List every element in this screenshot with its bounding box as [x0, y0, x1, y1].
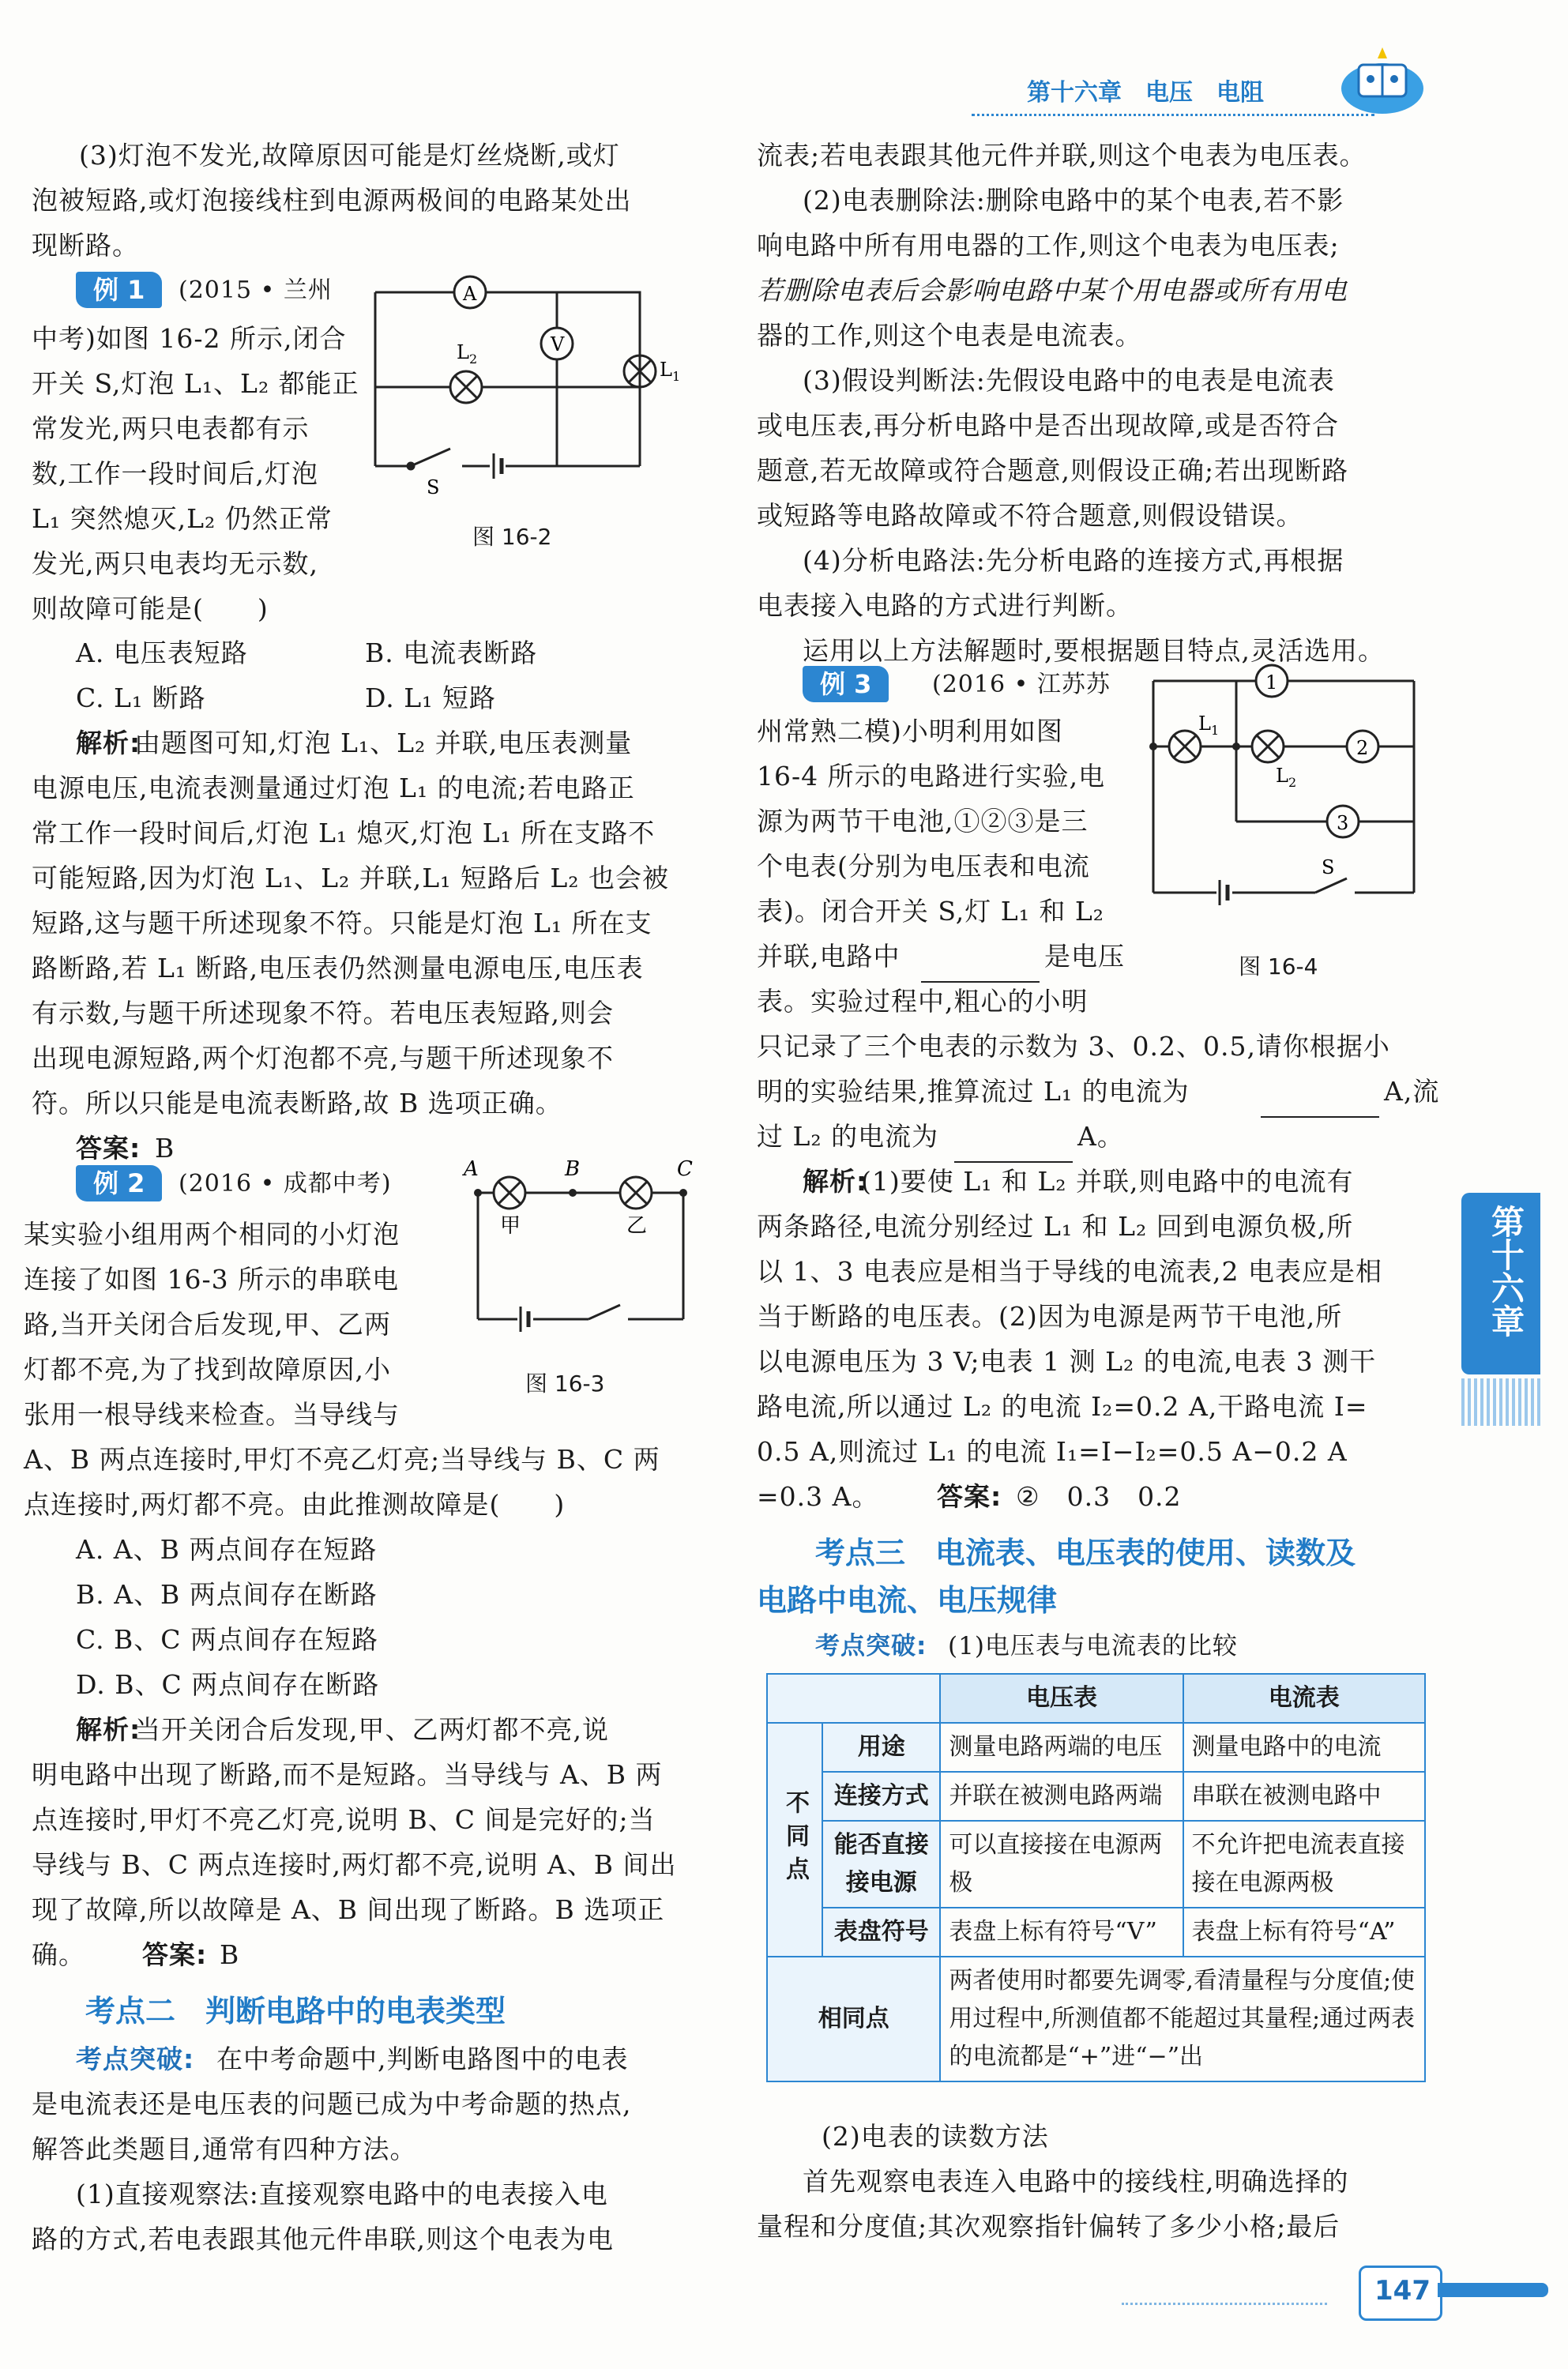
table-row [767, 1957, 1425, 2081]
ex2-analysis-line: 导线与 B、C 两点连接时,两灯都不亮,说明 A、B 间出 [32, 1849, 677, 1880]
book-mascot-icon [1335, 41, 1430, 120]
svg-text:1: 1 [1265, 671, 1278, 694]
section-3-title-line-1: 考点三 电流表、电压表的使用、读数及 [815, 1536, 1356, 1570]
ex2-analysis-line: 确。 [32, 1939, 85, 1970]
ex3-analysis-line: (1)要使 L₁ 和 L₂ 并联,则电路中的电流有 [861, 1166, 1354, 1197]
ex2-option: B. A、B 两点间存在断路 [76, 1579, 378, 1610]
table-cell: 不允许把电流表直接接在电源两极 [1183, 1821, 1426, 1908]
ex1-option-c: C. L₁ 断路 [76, 682, 206, 713]
ex2-analysis-label: 解析: [76, 1714, 141, 1745]
ex1-analysis-label: 解析: [76, 728, 141, 758]
table-group-diff: 不同点 [767, 1723, 822, 1957]
ex1-analysis-line: 符。所以只能是电流表断路,故 B 选项正确。 [32, 1088, 562, 1119]
example-3-badge: 例 3 [803, 666, 889, 702]
ex1-analysis-line: 短路,这与题干所述现象不符。只能是灯泡 L₁ 所在支 [32, 908, 652, 938]
table-row-label: 表盘符号 [822, 1908, 940, 1957]
ex3-analysis-label: 解析: [803, 1166, 868, 1197]
section-2-line: (1)直接观察法:直接观察电路中的电表接入电 [76, 2179, 608, 2209]
right-text-line: 题意,若无故障或符合题意,则假设正确;若出现断路 [757, 455, 1349, 486]
section-3-breakthrough-label: 考点突破: [815, 1632, 927, 1660]
right-text-line: 器的工作,则这个电表是电流表。 [757, 320, 1142, 351]
ex3-line: 表。实验过程中,粗心的小明 [757, 986, 1089, 1017]
ex3-line: 表)。闭合开关 S,灯 L₁ 和 L₂ [757, 896, 1105, 927]
reading-line: 首先观察电表连入电路中的接线柱,明确选择的 [803, 2166, 1349, 2197]
svg-text:L2: $L_2$ [457, 341, 478, 367]
svg-text:2: 2 [1356, 737, 1369, 759]
ex2-answer-label: 答案: [142, 1939, 208, 1970]
meter-comparison-table [766, 1673, 1426, 2082]
table-row [767, 1772, 1425, 1821]
ex1-option-d: D. L₁ 短路 [365, 682, 496, 713]
table-cell: 表盘上标有符号“A” [1183, 1908, 1426, 1957]
section-3-title-line-2: 电路中电流、电压规律 [757, 1583, 1058, 1618]
ex1-analysis-line: 出现电源短路,两个灯泡都不亮,与题干所述现象不 [32, 1043, 614, 1074]
ex1-analysis-line: 路断路,若 L₁ 断路,电压表仍然测量电源电压,电压表 [32, 953, 644, 983]
intro-line: (3)灯泡不发光,故障原因可能是灯丝烧断,或灯 [79, 140, 620, 171]
ex3-line: 明的实验结果,推算流过 L₁ 的电流为 [757, 1076, 1190, 1107]
reading-line: 量程和分度值;其次观察指针偏转了多少小格;最后 [757, 2211, 1341, 2242]
ex2-option: C. B、C 两点间存在短路 [76, 1624, 379, 1655]
side-tab-stripes [1461, 1378, 1540, 1426]
svg-text:S: S [1322, 856, 1335, 878]
example-1-badge: 例 1 [76, 272, 162, 308]
ex3-analysis-line: =0.3 A。 [757, 1481, 879, 1512]
ex3-line: (2016 • 江苏苏 [932, 671, 1111, 698]
table-cell: 可以直接接在电源两极 [940, 1821, 1183, 1908]
svg-text:甲: 甲 [500, 1214, 521, 1238]
ex3-analysis-line: 路电流,所以通过 L₂ 的电流 I₂=0.2 A,干路电流 I= [757, 1391, 1368, 1422]
table-row-label: 能否直接接电源 [822, 1821, 940, 1908]
intro-line: 现断路。 [32, 230, 139, 261]
example-2-badge: 例 2 [76, 1165, 162, 1201]
right-text-line: 运用以上方法解题时,要根据题目特点,灵活选用。 [803, 635, 1385, 666]
ex2-line: 张用一根导线来检查。当导线与 [24, 1399, 400, 1430]
ex3-line: A。 [1077, 1121, 1124, 1152]
ex1-line: L₁ 突然熄灭,L₂ 仍然正常 [32, 503, 333, 534]
section-2-line: 在中考命题中,判断电路图中的电表 [216, 2044, 629, 2074]
ex1-analysis-line: 由题图可知,灯泡 L₁、L₂ 并联,电压表测量 [134, 728, 633, 758]
ex2-line: (2016 • 成都中考) [179, 1170, 392, 1198]
table-same-text: 两者使用时都要先调零,看清量程与分度值;使用过程中,所测值都不能超过其量程;通过两表的电流都是“+”进“−”出 [940, 1957, 1425, 2081]
table-same-label: 相同点 [767, 1957, 940, 2081]
ex3-analysis-line: 两条路径,电流分别经过 L₁ 和 L₂ 回到电源负极,所 [757, 1211, 1354, 1242]
right-text-line: 流表;若电表跟其他元件并联,则这个电表为电压表。 [757, 140, 1367, 171]
ex1-analysis-line: 电源电压,电流表测量通过灯泡 L₁ 的电流;若电路正 [32, 773, 635, 803]
ex2-line: 连接了如图 16-3 所示的串联电 [24, 1264, 400, 1295]
figure-16-2-caption: 图 16-2 [472, 524, 552, 550]
ex3-line: A,流 [1384, 1076, 1440, 1107]
table-row [767, 1908, 1425, 1957]
section-2-line: 是电流表还是电压表的问题已成为中考命题的热点, [32, 2089, 632, 2119]
ex1-option-b: B. 电流表断路 [365, 637, 538, 668]
ex1-line: 常发光,两只电表都有示 [32, 413, 310, 444]
ex1-line: 则故障可能是( ) [32, 593, 269, 624]
chapter-title: 第十六章 电压 电阻 [1027, 79, 1264, 107]
right-text-line: 若删除电表后会影响电路中某个用电器或所有用电 [757, 275, 1348, 306]
table-row-label: 用途 [822, 1723, 940, 1772]
figure-16-3-circuit [454, 1153, 707, 1351]
figure-16-4-circuit [1141, 656, 1434, 948]
table-row [767, 1723, 1425, 1772]
ex1-line: 数,工作一段时间后,灯泡 [32, 458, 318, 489]
ex3-analysis-line: 以 1、3 电表应是相当于导线的电流表,2 电表应是相 [757, 1256, 1382, 1287]
table-cell: 表盘上标有符号“V” [940, 1908, 1183, 1957]
section-2-line: 解答此类题目,通常有四种方法。 [32, 2134, 417, 2164]
footer-dotted-line [1122, 2303, 1327, 2305]
table-row [767, 1821, 1425, 1908]
figure-16-3-caption: 图 16-3 [525, 1371, 605, 1397]
ex1-option-a: A. 电压表短路 [76, 637, 248, 668]
ex2-analysis-line: 当开关闭合后发现,甲、乙两灯都不亮,说 [134, 1714, 609, 1745]
ex3-answer-label: 答案: [937, 1481, 1002, 1512]
right-text-line: (3)假设判断法:先假设电路中的电表是电流表 [803, 365, 1335, 396]
svg-text:A: A [463, 283, 477, 305]
table-head-voltmeter: 电压表 [940, 1674, 1183, 1723]
svg-text:L1: $L_1$ [1198, 713, 1220, 738]
table-cell: 测量电路两端的电压 [940, 1723, 1183, 1772]
ex3-analysis-line: 以电源电压为 3 V;电表 1 测 L₂ 的电流,电表 3 测干 [757, 1346, 1377, 1377]
ex2-line: A、B 两点连接时,甲灯不亮乙灯亮;当导线与 B、C 两 [24, 1444, 660, 1475]
ex2-answer: B [220, 1939, 240, 1970]
ex1-line: (2015 • 兰州 [179, 276, 333, 304]
section-2-line: 路的方式,若电表跟其他元件串联,则这个电表为电 [32, 2224, 614, 2254]
ex3-analysis-line: 0.5 A,则流过 L₁ 的电流 I₁=I−I₂=0.5 A−0.2 A [757, 1436, 1348, 1467]
figure-16-4-caption: 图 16-4 [1239, 953, 1318, 980]
svg-text:B: B [565, 1157, 581, 1181]
ex1-analysis-line: 常工作一段时间后,灯泡 L₁ 熄灭,灯泡 L₁ 所在支路不 [32, 818, 656, 848]
ex1-analysis-line: 可能短路,因为灯泡 L₁、L₂ 并联,L₁ 短路后 L₂ 也会被 [32, 863, 670, 893]
ex2-line: 某实验小组用两个相同的小灯泡 [24, 1219, 400, 1250]
reading-title: (2)电表的读数方法 [822, 2121, 1049, 2152]
ex3-line: 过 L₂ 的电流为 [757, 1121, 939, 1152]
ex3-analysis-line: 当于断路的电压表。(2)因为电源是两节干电池,所 [757, 1301, 1343, 1332]
ex3-line: 只记录了三个电表的示数为 3、0.2、0.5,请你根据小 [757, 1031, 1390, 1062]
chapter-side-tab-label: 第十六章 [1487, 1205, 1525, 1337]
svg-text:A: A [464, 1157, 479, 1181]
figure-16-2-circuit [363, 269, 703, 498]
ex2-line: 点连接时,两灯都不亮。由此推测故障是( ) [24, 1489, 566, 1520]
table-head-ammeter: 电流表 [1183, 1674, 1426, 1723]
svg-text:3: 3 [1337, 812, 1349, 834]
ex3-line: 源为两节干电池,①②③是三 [757, 806, 1089, 837]
ex1-line: 开关 S,灯泡 L₁、L₂ 都能正 [32, 368, 359, 399]
ex2-option: D. B、C 两点间存在断路 [76, 1669, 380, 1700]
right-text-line: 或短路等电路故障或不符合题意,则假设错误。 [757, 500, 1303, 531]
svg-text:V: V [551, 333, 565, 355]
ex3-line: 是电压 [1044, 941, 1125, 972]
right-text-line: (2)电表删除法:删除电路中的某个电表,若不影 [803, 185, 1344, 216]
ex3-line: 16-4 所示的电路进行实验,电 [757, 761, 1106, 792]
ex1-line: 中考)如图 16-2 所示,闭合 [32, 323, 347, 354]
ex2-analysis-line: 明电路中出现了断路,而不是短路。当导线与 A、B 两 [32, 1759, 663, 1790]
intro-line: 泡被短路,或灯泡接线柱到电源两极间的电路某处出 [32, 185, 632, 216]
ex2-option: A. A、B 两点间存在短路 [76, 1534, 378, 1565]
svg-text:乙: 乙 [626, 1214, 648, 1238]
section-3-breakthrough-text: (1)电压表与电流表的比较 [948, 1632, 1238, 1660]
right-text-line: 响电路中所有用电器的工作,则这个电表为电压表; [757, 230, 1340, 261]
svg-text:S: S [427, 476, 440, 498]
ex2-analysis-line: 现了故障,所以故障是 A、B 间出现了断路。B 选项正 [32, 1894, 665, 1925]
section-2-breakthrough-label: 考点突破: [76, 2044, 195, 2074]
section-2-title: 考点二 判断电路中的电表类型 [85, 1994, 506, 2029]
ex1-answer-label: 答案: [76, 1133, 141, 1164]
ex3-line: 州常熟二模)小明利用如图 [757, 716, 1063, 746]
ex2-line: 路,当开关闭合后发现,甲、乙两 [24, 1309, 391, 1340]
table-cell: 并联在被测电路两端 [940, 1772, 1183, 1821]
svg-text:C: C [677, 1157, 693, 1181]
ex1-answer: B [155, 1133, 175, 1164]
ex3-line: 个电表(分别为电压表和电流 [757, 851, 1090, 882]
table-cell: 串联在被测电路中 [1183, 1772, 1426, 1821]
ex3-line: 并联,电路中 [757, 941, 901, 972]
right-text-line: 或电压表,再分析电路中是否出现故障,或是否符合 [757, 410, 1339, 441]
svg-text:L1: $L_1$ [660, 359, 681, 384]
ex3-blank-2 [1261, 1092, 1379, 1118]
ex3-answer: ② 0.3 0.2 [1016, 1481, 1182, 1512]
footer-bar [1438, 2283, 1548, 2297]
ex2-analysis-line: 点连接时,甲灯不亮乙灯亮,说明 B、C 间是完好的;当 [32, 1804, 656, 1835]
page-number: 147 [1374, 2275, 1431, 2307]
table-row-label: 连接方式 [822, 1772, 940, 1821]
ex2-line: 灯都不亮,为了找到故障原因,小 [24, 1354, 391, 1385]
right-text-line: 电表接入电路的方式进行判断。 [757, 590, 1133, 621]
ex1-analysis-line: 有示数,与题干所述现象不符。若电压表短路,则会 [32, 998, 614, 1028]
table-cell: 测量电路中的电流 [1183, 1723, 1426, 1772]
svg-text:L2: $L_2$ [1276, 765, 1297, 790]
right-text-line: (4)分析电路法:先分析电路的连接方式,再根据 [803, 545, 1344, 576]
ex1-line: 发光,两只电表均无示数, [32, 548, 318, 579]
